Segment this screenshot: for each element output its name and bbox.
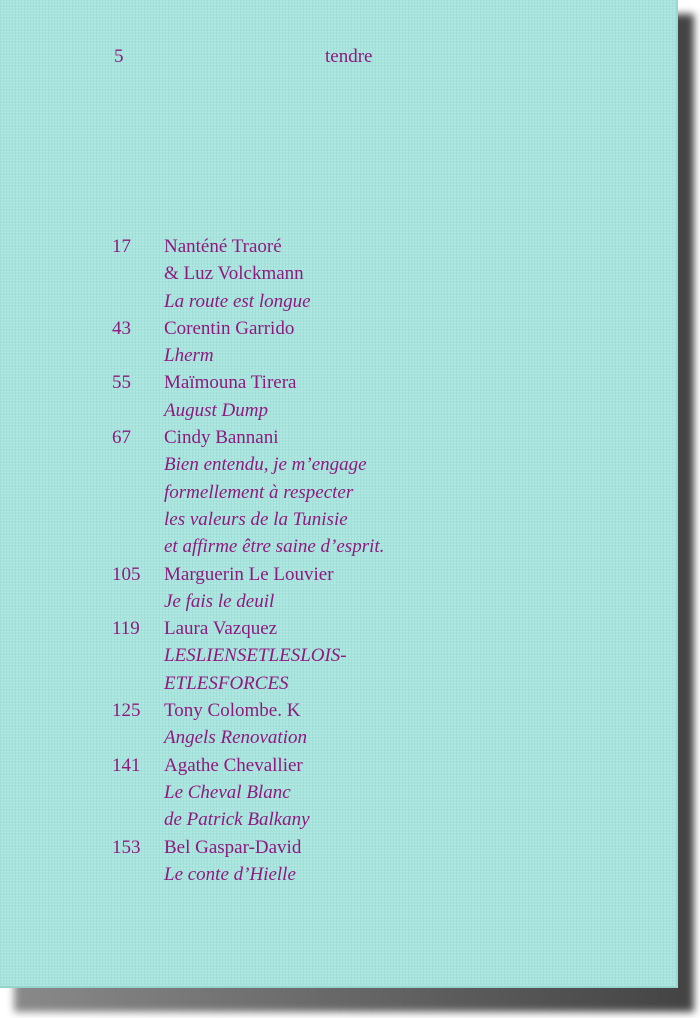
- work-title: les valeurs de la Tunisie: [164, 508, 348, 530]
- toc-entry: [112, 561, 532, 616]
- page-number: 141: [112, 754, 141, 776]
- work-title: de Patrick Balkany: [164, 809, 310, 831]
- header-number: 5: [114, 46, 124, 67]
- page-number: 105: [112, 563, 141, 585]
- page-number: 119: [112, 618, 140, 640]
- work-title: Bien entendu, je m’engage: [164, 454, 367, 476]
- work-title: formellement à respecter: [164, 481, 354, 503]
- toc-entry: [112, 834, 532, 889]
- page-number: 67: [112, 427, 131, 449]
- work-title: LESLIENSETLESLOIS-: [164, 645, 347, 667]
- work-title: Le Cheval Blanc: [164, 781, 291, 803]
- work-title: La route est longue: [164, 290, 311, 312]
- toc-entry: [112, 615, 532, 697]
- page-number: 55: [112, 372, 131, 394]
- page-number: 125: [112, 700, 141, 722]
- author-name: Agathe Chevallier: [164, 754, 303, 776]
- work-title: August Dump: [164, 399, 268, 421]
- author-name: Cindy Bannani: [164, 427, 279, 449]
- author-name: Bel Gaspar-David: [164, 836, 302, 858]
- author-name: & Luz Volckmann: [164, 263, 304, 285]
- toc-entry: [112, 369, 532, 424]
- work-title: et affirme être saine d’esprit.: [164, 536, 385, 558]
- toc-entry: [112, 424, 532, 560]
- work-title: ETLESFORCES: [164, 672, 289, 694]
- page-number: 17: [112, 236, 131, 257]
- toc-entry: [112, 315, 532, 370]
- toc-entry: [112, 233, 532, 315]
- work-title: Lherm: [164, 345, 214, 367]
- work-title: Angels Renovation: [164, 727, 307, 749]
- author-name: Maïmouna Tirera: [164, 372, 297, 394]
- author-name: Tony Colombe. K: [164, 700, 301, 722]
- page-number: 43: [112, 317, 131, 339]
- header-title: tendre: [325, 46, 373, 67]
- author-name: Laura Vazquez: [164, 618, 278, 640]
- work-title: Le conte d’Hielle: [164, 863, 296, 885]
- work-title: Je fais le deuil: [164, 590, 275, 612]
- author-name: Nanténé Traoré: [164, 236, 282, 257]
- page-number: 153: [112, 836, 141, 858]
- toc-entry: [112, 697, 532, 752]
- toc-entry: [112, 752, 532, 834]
- author-name: Marguerin Le Louvier: [164, 563, 334, 585]
- table-of-contents: [112, 233, 532, 888]
- author-name: Corentin Garrido: [164, 317, 295, 339]
